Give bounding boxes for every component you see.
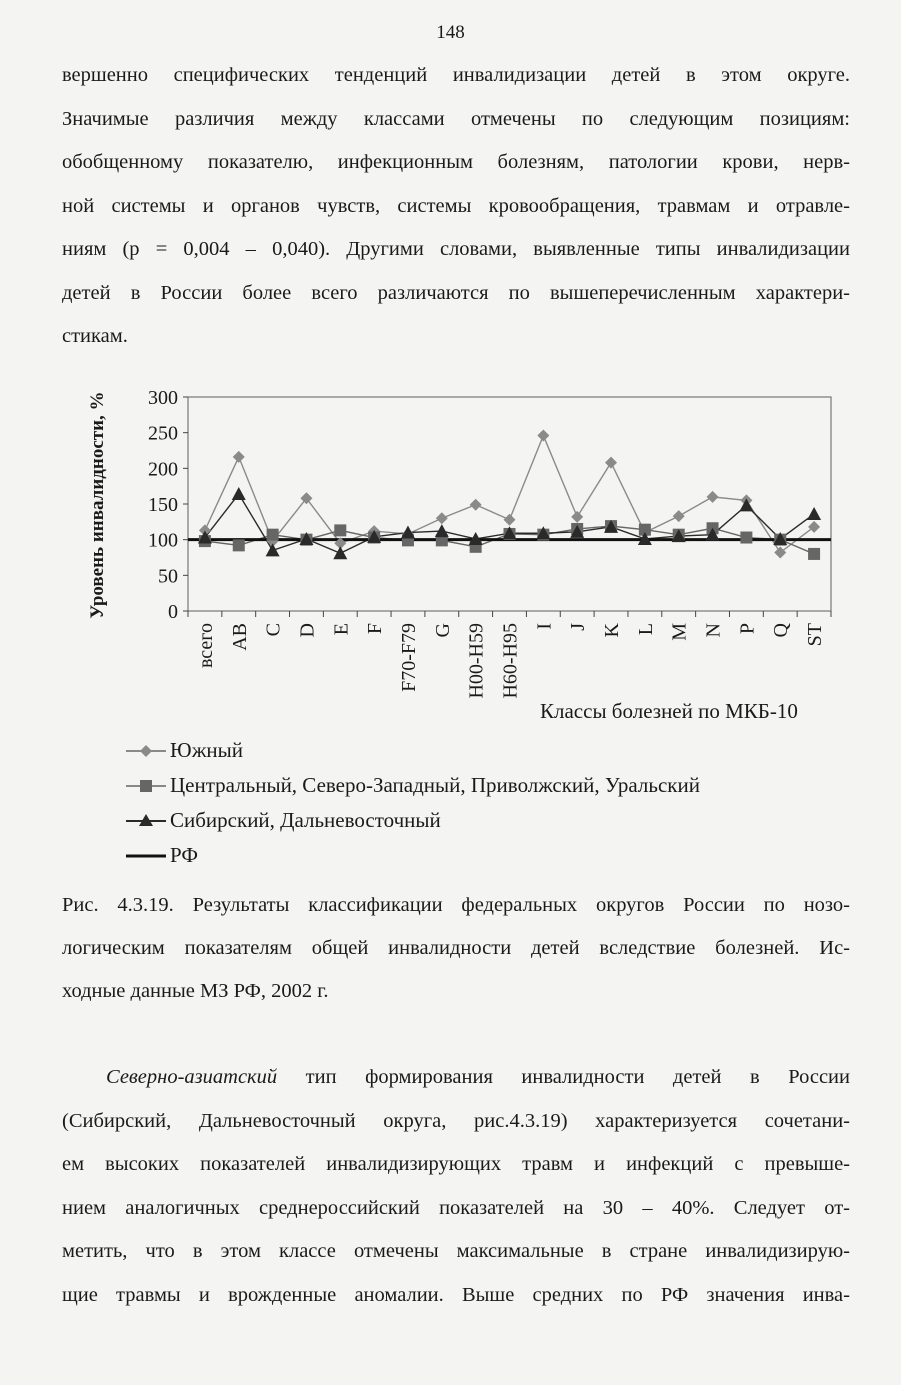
- text-fragment: тип формирования инвалидности детей в России: [277, 1066, 850, 1088]
- text-line: Значимые различия между классами отмечены по следующим позициям:: [62, 107, 850, 130]
- legend-line-icon: [124, 846, 168, 866]
- plot-border: [188, 397, 831, 611]
- x-axis: [188, 611, 831, 699]
- data-point-diamond: [673, 510, 685, 522]
- caption-line: логическим показателям общей инвалидности детей вследствие болезней. Ис-: [62, 937, 850, 959]
- legend-label: Сибирский, Дальневосточный: [170, 808, 441, 832]
- y-tick-label: 200: [148, 458, 178, 481]
- data-point-triangle: [807, 507, 821, 520]
- x-tick-label: D: [296, 623, 319, 638]
- x-tick-label: E: [330, 623, 353, 636]
- figure-caption: [62, 884, 850, 1013]
- data-point-diamond: [707, 491, 719, 503]
- x-tick-label: J: [567, 623, 590, 631]
- text-line: [62, 1056, 850, 1100]
- data-point-diamond: [537, 430, 549, 442]
- text-line: стикам.: [62, 325, 128, 347]
- text-line: (Сибирский, Дальневосточный округа, рис.4.3.19) характеризуется сочетани-: [62, 1109, 850, 1132]
- data-point-diamond: [571, 511, 583, 523]
- x-tick-label: C: [262, 623, 285, 637]
- page-number: 148: [436, 22, 465, 43]
- y-axis: [148, 387, 188, 623]
- x-tick-label: H60-H95: [499, 623, 522, 699]
- caption-line: ходные данные МЗ РФ, 2002 г.: [62, 980, 329, 1002]
- text-line: детей в России более всего различаются по вышеперечисленным характери-: [62, 281, 850, 304]
- x-tick-label: F: [364, 623, 387, 635]
- chart-svg: [0, 370, 901, 740]
- legend-label: Южный: [170, 738, 243, 762]
- legend-square-marker-icon: [124, 776, 168, 796]
- x-tick-label: I: [533, 623, 556, 630]
- data-point-square: [267, 529, 279, 541]
- legend-item: [124, 803, 844, 838]
- data-point-diamond: [774, 547, 786, 559]
- x-tick-label: F70-F79: [397, 623, 420, 692]
- text-line: метить, что в этом классе отмечены максимальные в стране инвалидизирую-: [62, 1240, 850, 1262]
- x-tick-label: G: [431, 623, 454, 638]
- text-line: ной системы и органов чувств, системы кровообращения, травмам и отравле-: [62, 194, 850, 217]
- chart-legend: [124, 733, 844, 873]
- data-point-triangle: [266, 543, 280, 556]
- text-line: ем высоких показателей инвалидизирующих травм и инфекций с превыше-: [62, 1153, 850, 1175]
- y-tick-label: 50: [158, 565, 178, 588]
- legend-label: РФ: [170, 843, 198, 867]
- x-tick-label: L: [634, 623, 657, 636]
- data-point-square: [808, 548, 820, 560]
- text-line: щие травмы и врожденные аномалии. Выше средних по РФ значения инва-: [62, 1283, 850, 1306]
- caption-line: Рис. 4.3.19. Результаты классификации федеральных округов России по нозо-: [62, 894, 850, 916]
- legend-item: [124, 733, 844, 768]
- y-tick-label: 250: [148, 422, 178, 445]
- x-tick-label: M: [668, 623, 691, 641]
- y-tick-label: 300: [148, 387, 178, 409]
- data-point-diamond: [233, 451, 245, 463]
- data-point-diamond: [808, 521, 820, 533]
- data-point-triangle: [232, 487, 246, 500]
- x-tick-label: H00-H59: [465, 623, 488, 699]
- x-axis-label: Классы болезней по МКБ-10: [540, 699, 798, 723]
- text-line: вершенно специфических тенденций инвалидизации детей в этом округе.: [62, 64, 850, 86]
- data-point-triangle: [435, 524, 449, 537]
- data-point-diamond: [470, 499, 482, 511]
- data-point-square: [740, 532, 752, 544]
- x-tick-label: N: [702, 623, 725, 638]
- data-point-diamond: [436, 512, 448, 524]
- y-axis-label: Уровень инвалидности, %: [87, 391, 108, 619]
- data-point-square: [334, 524, 346, 536]
- legend-item: [124, 768, 844, 803]
- y-tick-label: 0: [168, 601, 178, 623]
- legend-item: [124, 838, 844, 873]
- top-paragraph: [62, 54, 850, 359]
- legend-diamond-marker-icon: [124, 741, 168, 761]
- x-tick-label: P: [736, 623, 759, 635]
- legend-label: Центральный, Северо-Западный, Приволжский, Уральский: [170, 773, 700, 797]
- plot-area: [188, 397, 831, 611]
- x-tick-label: Q: [770, 623, 793, 638]
- text-line: ниям (p = 0,004 – 0,040). Другими словами, выявленные типы инвалидизации: [62, 238, 850, 260]
- data-point-diamond: [504, 514, 516, 526]
- data-point-triangle: [333, 546, 347, 559]
- x-tick-label: ST: [804, 623, 827, 647]
- x-tick-label: AB: [228, 623, 251, 651]
- bottom-paragraph: [62, 1056, 850, 1317]
- x-tick-label: всего: [194, 623, 217, 669]
- italic-term: Северно-азиатский: [106, 1066, 278, 1088]
- x-tick-label: K: [601, 623, 624, 638]
- y-tick-label: 150: [148, 494, 178, 516]
- legend-triangle-marker-icon: [124, 811, 168, 831]
- y-tick-label: 100: [148, 529, 178, 552]
- data-point-diamond: [605, 457, 617, 469]
- data-point-square: [233, 539, 245, 551]
- text-line: обобщенному показателю, инфекционным болезням, патологии крови, нерв-: [62, 151, 850, 173]
- text-line: нием аналогичных среднероссийский показателей на 30 – 40%. Следует от-: [62, 1196, 850, 1219]
